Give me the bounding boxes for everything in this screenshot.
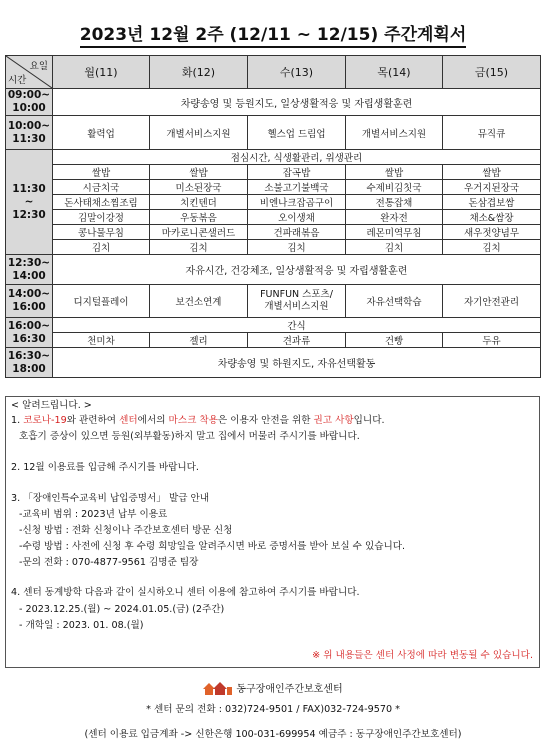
menu-cell: 치킨텐더 — [150, 195, 248, 210]
bank-line: (센터 이용료 입금계좌 -> 신한은행 100-031-699954 예금주 : 동구장애인주간보호센터) — [84, 729, 462, 740]
notice-item-3c: -수령 방법 : 사전에 신청 후 수령 희망일을 알려주시면 바로 증명서를 받아 보실 수 있습니다. — [19, 541, 406, 552]
snack-header: 간식 — [53, 318, 541, 333]
day-label: 요일 — [29, 61, 48, 72]
time-cell: 11:30 ~ 12:30 — [6, 150, 53, 255]
notice-item-3d: -문의 전화 : 070-4877-9561 김명준 팀장 — [19, 557, 199, 568]
row-lunch-header — [6, 150, 541, 165]
menu-cell: 돈사태채소찜조림 — [53, 195, 150, 210]
menu-cell: 우동볶음 — [150, 210, 248, 225]
menu-row — [6, 195, 541, 210]
menu-cell: 시금치국 — [53, 180, 150, 195]
notice-disclaimer: ※ 위 내용들은 센터 사정에 따라 변동될 수 있습니다. — [312, 650, 533, 661]
row-1000 — [6, 116, 541, 150]
menu-cell: 김치 — [248, 240, 346, 255]
house-icon — [203, 682, 233, 696]
day-header: 화(12) — [150, 56, 248, 89]
menu-cell: 수제비김칫국 — [346, 180, 443, 195]
menu-row — [6, 210, 541, 225]
menu-cell: 우거지된장국 — [443, 180, 541, 195]
row-1630 — [6, 348, 541, 378]
activity-cell: 보건소연계 — [150, 285, 248, 318]
activity-cell: 자기안전관리 — [443, 285, 541, 318]
time-cell: 16:00~ 16:30 — [6, 318, 53, 348]
menu-row — [6, 225, 541, 240]
notice-item-4a: - 2023.12.25.(월) ~ 2024.01.05.(금) (2주간) — [19, 604, 225, 615]
activity-cell: 개별서비스지원 — [150, 116, 248, 150]
notice-item-4b: - 개학일 : 2023. 01. 08.(월) — [19, 620, 144, 631]
row-1230 — [6, 255, 541, 285]
activity-cell: 개별서비스지원 — [346, 116, 443, 150]
notice-box — [5, 396, 540, 668]
snack-cell: 젤리 — [150, 333, 248, 348]
activity-cell: 헬스업 드림업 — [248, 116, 346, 150]
activity-merged: 차량송영 및 등원지도, 일상생활적응 및 자립생활훈련 — [53, 89, 541, 116]
row-1400 — [6, 285, 541, 318]
row-0900 — [6, 89, 541, 116]
notice-item-1: 1. 코로나-19와 관련하여 센터에서의 마스크 착용은 이용자 안전을 위한 권고 사항입니다. — [11, 415, 385, 426]
time-cell: 09:00~ 10:00 — [6, 89, 53, 116]
menu-cell: 채소&쌈장 — [443, 210, 541, 225]
row-snack-header — [6, 318, 541, 333]
menu-row — [6, 165, 541, 180]
menu-cell: 새우젓양념무 — [443, 225, 541, 240]
time-cell: 12:30~ 14:00 — [6, 255, 53, 285]
day-header: 수(13) — [248, 56, 346, 89]
activity-merged: 차량송영 및 하원지도, 자유선택활동 — [53, 348, 541, 378]
menu-cell: 쌀밥 — [53, 165, 150, 180]
menu-cell: 김치 — [443, 240, 541, 255]
lunch-header: 점심시간, 식생활관리, 위생관리 — [53, 150, 541, 165]
menu-cell: 오이생채 — [248, 210, 346, 225]
menu-cell: 건파래볶음 — [248, 225, 346, 240]
menu-cell: 쌀밥 — [346, 165, 443, 180]
menu-cell: 돈삼겹보쌈 — [443, 195, 541, 210]
weekly-schedule-table — [5, 55, 541, 378]
notice-item-3-title: 3. 「장애인특수교육비 납입증명서」 발급 안내 — [11, 493, 210, 504]
activity-cell: 자유선택학습 — [346, 285, 443, 318]
activity-merged: 자유시간, 건강체조, 일상생활적응 및 자립생활훈련 — [53, 255, 541, 285]
snack-row — [6, 333, 541, 348]
page-title: 2023년 12월 2주 (12/11 ~ 12/15) 주간계획서 — [0, 20, 546, 45]
activity-cell: 뮤직큐 — [443, 116, 541, 150]
menu-cell: 쌀밥 — [150, 165, 248, 180]
corner-cell — [6, 56, 53, 89]
notice-item-1-line2: 호흡기 증상이 있으면 등원(외부활동)하지 말고 집에서 머물러 주시기를 바랍니다. — [19, 431, 360, 442]
time-label: 시간 — [8, 75, 27, 86]
time-cell: 10:00~ 11:30 — [6, 116, 53, 150]
menu-cell: 레몬미역무침 — [346, 225, 443, 240]
time-cell: 14:00~ 16:00 — [6, 285, 53, 318]
menu-cell: 쌀밥 — [443, 165, 541, 180]
contact-line: * 센터 문의 전화 : 032)724-9501 / FAX)032-724-9570 * — [146, 704, 400, 715]
menu-cell: 김치 — [53, 240, 150, 255]
time-cell: 16:30~ 18:00 — [6, 348, 53, 378]
menu-cell: 마카로니콘샐러드 — [150, 225, 248, 240]
center-name: 동구장애인주간보호센터 — [236, 684, 343, 695]
menu-cell: 비엔나크잡곱구이 — [248, 195, 346, 210]
notice-heading: < 알려드립니다. > — [11, 400, 92, 411]
menu-row — [6, 180, 541, 195]
menu-cell: 김치 — [150, 240, 248, 255]
notice-item-4-title: 4. 센터 동계방학 다음과 같이 실시하오니 센터 이용에 참고하여 주시기를 바랍니다. — [11, 587, 360, 598]
menu-cell: 완자전 — [346, 210, 443, 225]
menu-cell: 소불고기불백국 — [248, 180, 346, 195]
notice-item-2: 2. 12월 이용료를 입금해 주시기를 바랍니다. — [11, 462, 199, 473]
snack-cell: 견과류 — [248, 333, 346, 348]
header-row — [6, 56, 541, 89]
day-header: 금(15) — [443, 56, 541, 89]
activity-cell: FUNFUN 스포츠/ 개별서비스지원 — [248, 285, 346, 318]
menu-cell: 잡곡밥 — [248, 165, 346, 180]
snack-cell: 건빵 — [346, 333, 443, 348]
menu-cell: 김말이강정 — [53, 210, 150, 225]
day-header: 월(11) — [53, 56, 150, 89]
day-header: 목(14) — [346, 56, 443, 89]
activity-cell: 활력업 — [53, 116, 150, 150]
snack-cell: 두유 — [443, 333, 541, 348]
menu-cell: 콩나물무침 — [53, 225, 150, 240]
menu-cell: 미소된장국 — [150, 180, 248, 195]
notice-item-3b: -신청 방법 : 전화 신청이나 주간보호센터 방문 신청 — [19, 525, 233, 536]
activity-cell: 디지털플레이 — [53, 285, 150, 318]
menu-cell: 김치 — [346, 240, 443, 255]
menu-row — [6, 240, 541, 255]
snack-cell: 천미차 — [53, 333, 150, 348]
menu-cell: 전통잡채 — [346, 195, 443, 210]
center-logo — [0, 680, 546, 696]
notice-item-3a: -교육비 범위 : 2023년 납부 이용료 — [19, 509, 168, 520]
